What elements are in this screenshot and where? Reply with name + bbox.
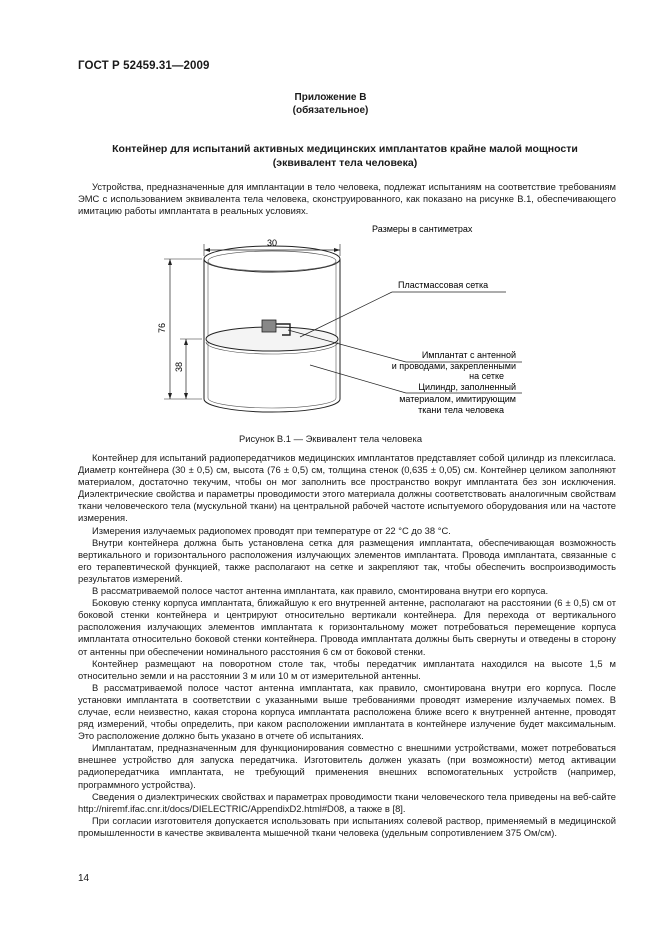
cylinder-bottom <box>204 399 340 412</box>
paragraph-mesh: Внутри контейнера должна быть установлена сетка для размещения имплантата, обеспечивающая возможность вертикального и горизонтального расположения излучающих элементов имплантата. Провода имплантата, связанные с его терапевтической функцией, также располагают на сетке и закрепляют так, чтобы обеспечить воспроизводимость результатов измерений. <box>78 536 616 584</box>
paragraph-positioning: Боковую стенку корпуса имплантата, ближайшую к его внутренней антенне, располагают на расстоянии (6 ± 0,5) см от боковой стенки контейнера и центрируют относительно вертикали контейнера. Для перехода от вертикального расположения излучающих элементов имплантата к горизонтальному может потребоваться перемещение корпуса имплантата относительно боковой стенки контейнера. Провода имплантата должны быть свернуты и отведены в сторону от антенны при обеспечении номинального расстояния 6 см от боковой стенки. <box>78 597 616 657</box>
body-text <box>78 452 616 839</box>
mesh-height-dimension-label: 38 <box>174 361 184 373</box>
paragraph-saline: При согласии изготовителя допускается использовать при испытаниях солевой раствор, применяемый в медицинской промышленности в качестве эквивалента мышечной ткани человека (удельным сопротивлением 375 Ом/см). <box>78 814 616 838</box>
height-dimension-label: 76 <box>157 322 167 334</box>
cylinder-diagram <box>150 215 530 425</box>
cylinder-bottom-inner <box>208 398 336 408</box>
paragraph-container-description: Контейнер для испытаний радиопередатчиков медицинских имплантатов представляет собой цилиндр из плексигласа. Диаметр контейнера (30 ± 0,5) см, высота (76 ± 0,5) см, толщина стенок (0,635 ± 0,05) см. Контейнер целиком заполняют материалом, достаточно текучим, чтобы он мог заполнить все пространство вокруг имплантата без зон исключения. Диэлектрические свойства и параметры проводимости этого материала должны соответствовать аналогичным свойствам ткани человеческого тела (мускульной ткани) на центральной рабочей частоте испытуемого оборудования или на частоте измерения. <box>78 452 616 524</box>
label-implant-line3: на сетке <box>469 371 504 381</box>
label-cylinder-line1: Цилиндр, заполненный <box>418 382 516 392</box>
label-implant-line2: и проводами, закрепленными <box>391 361 516 371</box>
label-cylinder-line2: материалом, имитирующим <box>399 394 516 404</box>
paragraph-turntable: Контейнер размещают на поворотном столе так, чтобы передатчик имплантата находился на высоте 1,5 м относительно земли и на расстоянии 3 м или 10 м от измерительной антенны. <box>78 657 616 681</box>
units-note: Размеры в сантиметрах <box>372 224 473 234</box>
paragraph-antenna: В рассматриваемой полосе частот антенна имплантата, как правило, смонтирована внутри его корпуса. <box>92 585 549 597</box>
leader-mesh <box>300 292 392 337</box>
section-subtitle: (эквивалент тела человека) <box>272 157 418 169</box>
implant-body <box>262 320 276 332</box>
document-header: ГОСТ Р 52459.31—2009 <box>78 60 210 72</box>
width-dimension-label: 30 <box>266 238 278 248</box>
paragraph-activation: Имплантатам, предназначенным для функционирования совместно с внешними устройствами, может потребоваться внешнее устройство для запуска передатчика. Изготовитель должен указать (при возможности) метод активации радиопередатчика имплантата, не требующий применения внешних вспомогательных устройств (например, программного устройства). <box>78 742 616 790</box>
figure-body-equivalent <box>150 215 530 425</box>
label-implant-line1: Имплантат с антенной <box>421 350 516 360</box>
paragraph-dielectric-info: Сведения о диэлектрических свойствах и параметрах проводимости ткани человеческого тела приведены на веб-сайте http://niremf.ifac.cnr.it/docs/DIELECTRIC/AppendixD2.html#D08, а также в [8]. <box>78 790 616 814</box>
intro-text: Устройства, предназначенные для имплантации в тело человека, подлежат испытаниям на соответствие требованиям ЭМС с использованием эквивалента тела человека, сконструированного, как показано на рисунке В.1, обеспечивающего имитацию работы имплантата в реальных условиях. <box>78 181 616 217</box>
figure-caption: Рисунок В.1 — Эквивалент тела человека <box>238 433 423 444</box>
paragraph-temperature: Измерения излучаемых радиопомех проводят при температуре от 22 °С до 38 °С. <box>92 524 451 536</box>
paragraph-measurement: В рассматриваемой полосе частот антенна имплантата, как правило, смонтирована внутри его корпуса. После установки имплантата в соответствии с указанными выше требованиями проводят измерение излучаемых помех. В случае, если неизвестно, какая сторона корпуса имплантата расположена ближе всего к внутренней антенне, проводят ряд измерений, чтобы определить, при каком расположении имплантата в контейнере излучение будет максимальным. Это расположение должно быть указано в отчете об испытаниях. <box>78 681 616 742</box>
page-number: 14 <box>78 873 90 884</box>
label-cylinder-line3: ткани тела человека <box>418 405 504 415</box>
label-mesh: Пластмассовая сетка <box>398 280 489 290</box>
intro-paragraph <box>78 181 616 217</box>
section-title: Контейнер для испытаний активных медицинских имплантатов крайне малой мощности <box>112 143 578 155</box>
appendix-label: Приложение В <box>294 92 367 103</box>
appendix-status: (обязательное) <box>292 105 369 116</box>
cylinder-top-inner <box>208 251 336 271</box>
